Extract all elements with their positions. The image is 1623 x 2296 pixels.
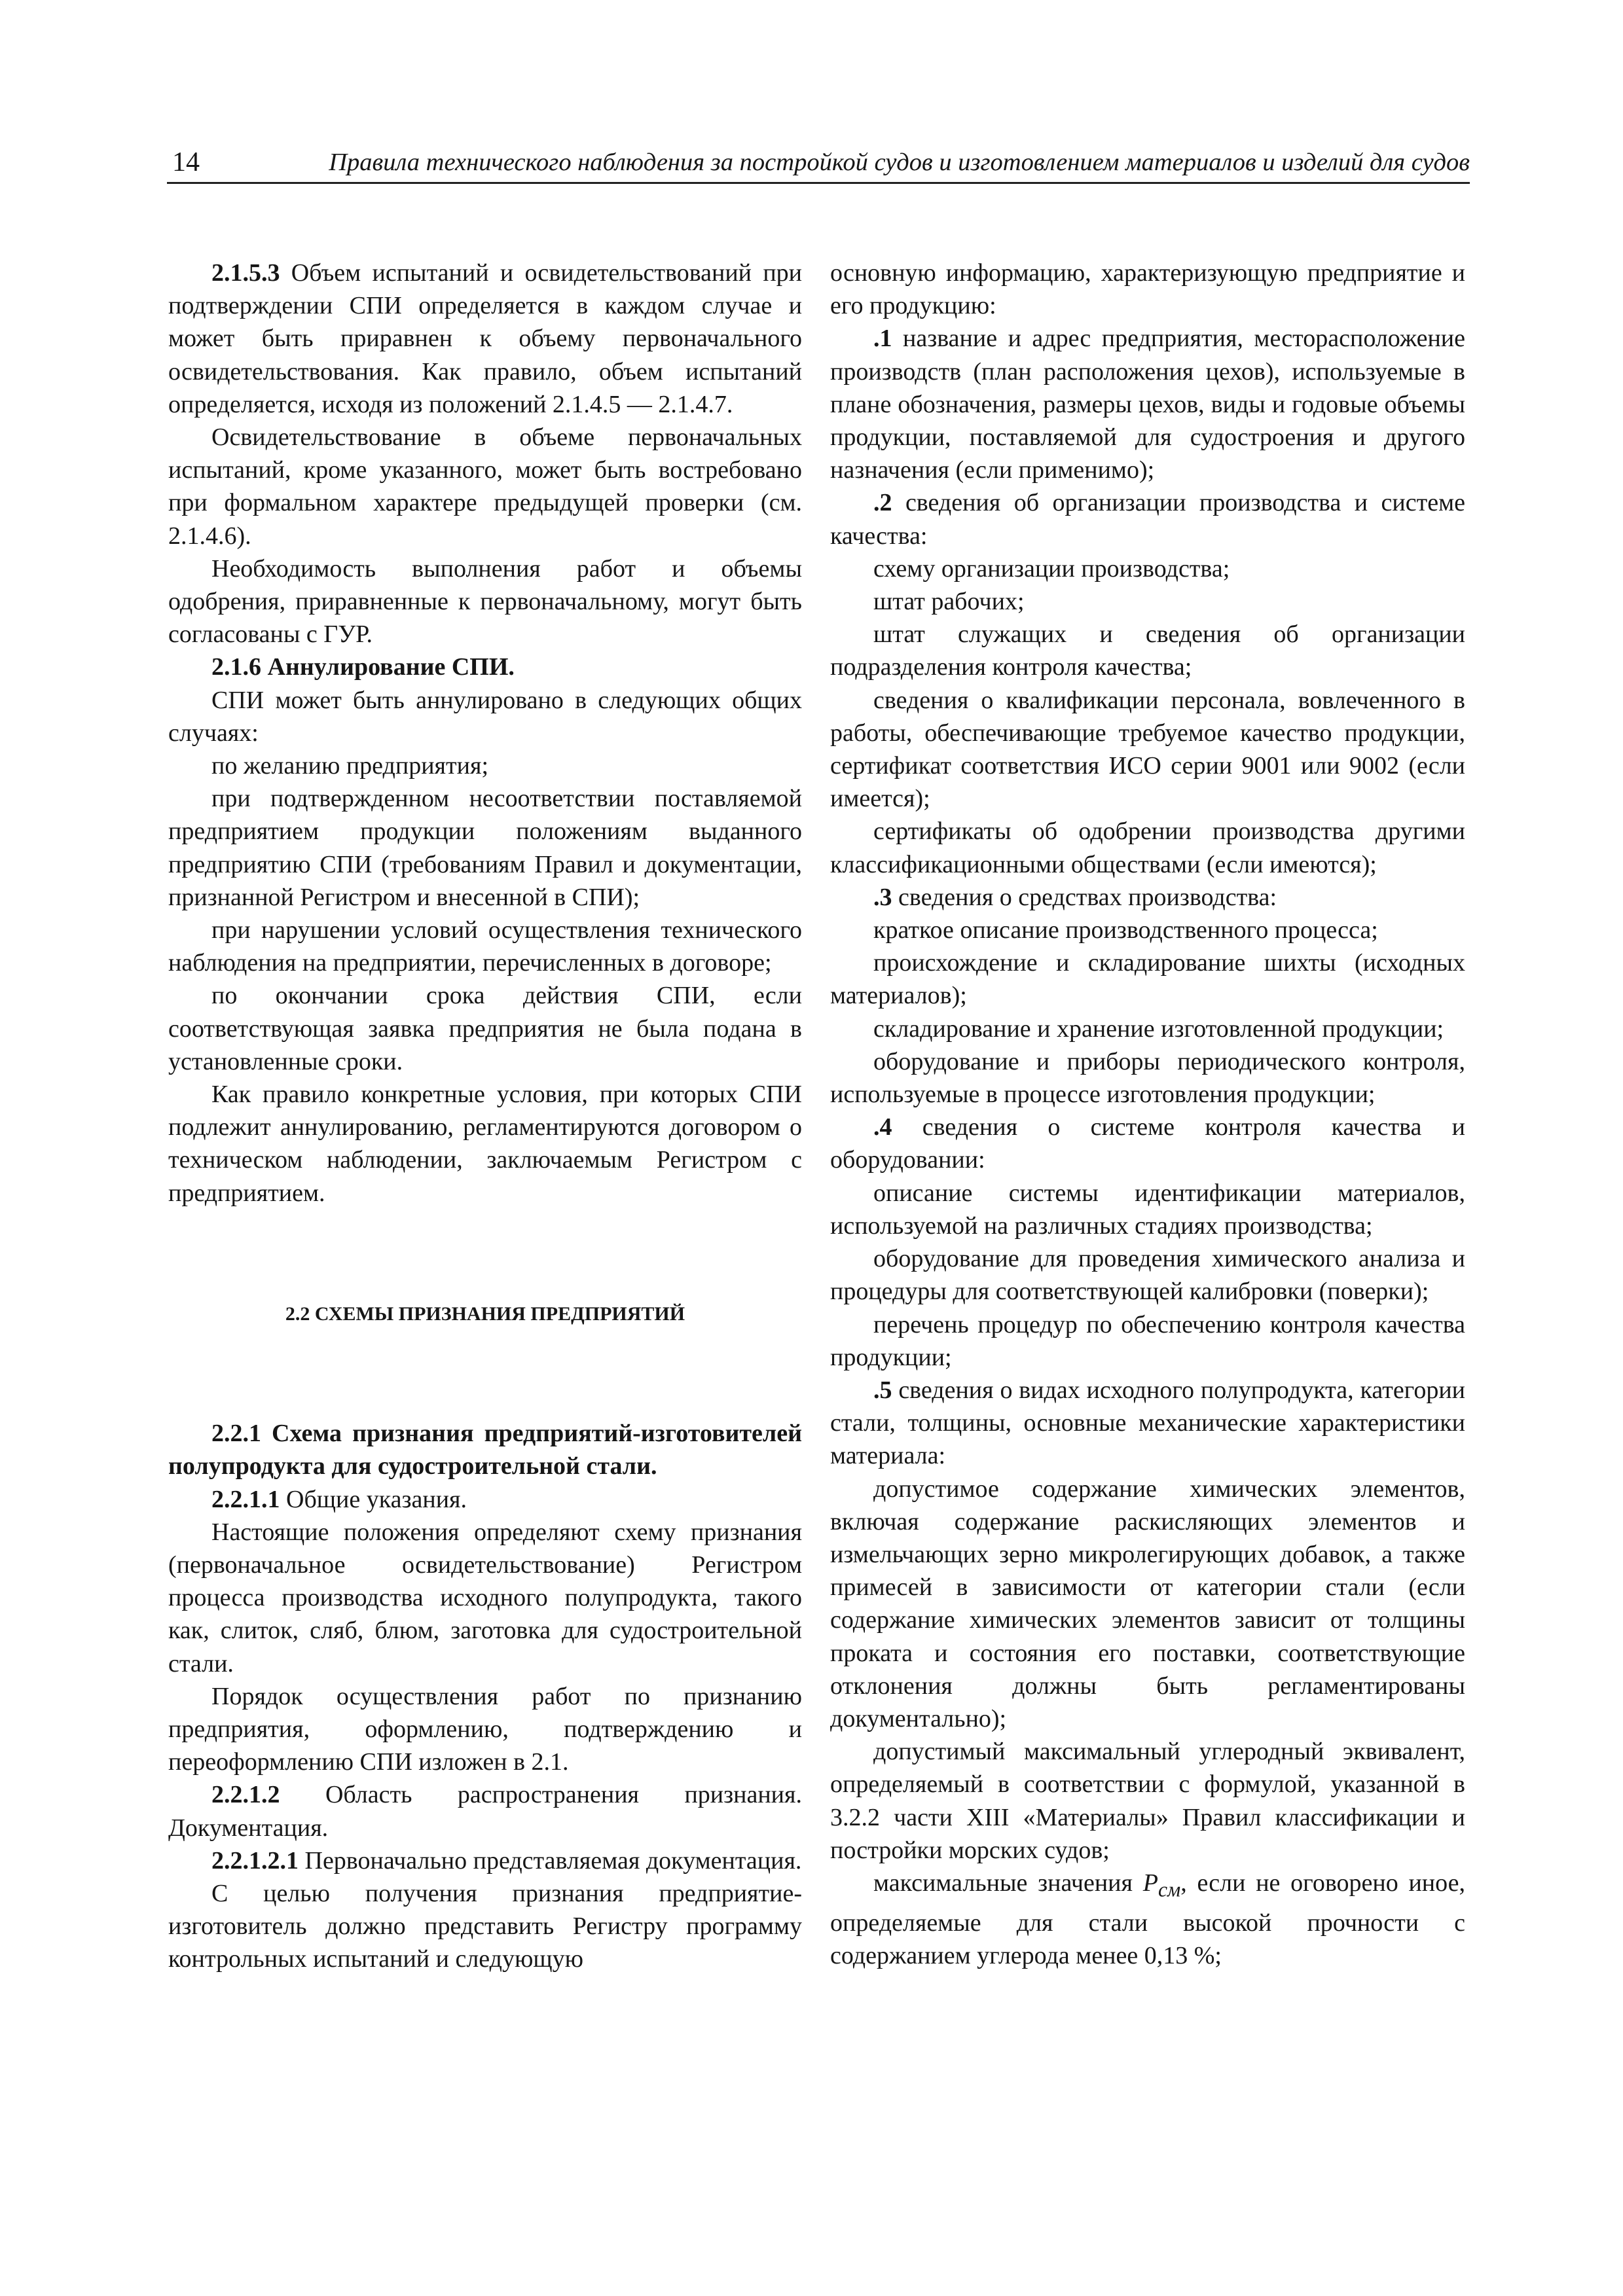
paragraph <box>830 1867 1465 1972</box>
paragraph: оборудование и приборы периодического контроля, используемые в процессе изготовления продукции; <box>830 1047 1465 1109</box>
paragraph <box>168 257 802 421</box>
paragraph: Порядок осуществления работ по признанию предприятия, оформлению, подтверждению и переоформлению СПИ изложен в 2.1. <box>168 1682 802 1776</box>
paragraph-text: сведения о средствах производства: <box>892 883 1277 911</box>
paragraph-text: максимальные значения <box>873 1869 1143 1897</box>
clause-heading: 2.2.1 Схема признания предприятий-изготовителей полупродукта для судостроительной стали. <box>168 1420 802 1480</box>
item-number: .1 <box>873 325 892 353</box>
paragraph: Освидетельствование в объеме первоначальных испытаний, кроме указанного, может быть востребовано при формальном характере предыдущей проверки (см. 2.1.4.6). <box>168 423 802 550</box>
list-item <box>830 1111 1465 1176</box>
paragraph: при подтвержденном несоответствии поставляемой предприятием продукции положениям выданного предприятию СПИ (требованиям Правил и документации, признанной Регистром и внесенной в СПИ); <box>168 785 802 911</box>
item-number: .2 <box>873 489 892 517</box>
paragraph: описание системы идентификации материалов, используемой на различных стадиях производства; <box>830 1179 1465 1240</box>
list-item <box>830 486 1465 552</box>
list-item <box>830 881 1465 914</box>
paragraph-text: сведения о видах исходного полупродукта, категории стали, толщины, основные механические характеристики материала: <box>830 1376 1465 1470</box>
running-title: Правила технического наблюдения за постройкой судов и изготовлением материалов и изделий для судов <box>329 149 1470 176</box>
paragraph: перечень процедур по обеспечению контроля качества продукции; <box>830 1310 1465 1371</box>
paragraph: по окончании срока действия СПИ, если соответствующая заявка предприятия не была подана в установленные сроки. <box>168 982 802 1075</box>
formula-symbol: P <box>1142 1869 1158 1897</box>
paragraph-text: Общие указания. <box>280 1485 467 1513</box>
paragraph-text: , если не оговорено иное, определяемые для стали высокой прочности с содержанием углерода менее 0,13 %; <box>830 1869 1465 1969</box>
paragraph: складирование и хранение изготовленной продукции; <box>873 1014 1444 1043</box>
clause-number: 2.2.1.1 <box>211 1485 280 1513</box>
paragraph-text: сведения о системе контроля качества и оборудовании: <box>830 1113 1465 1174</box>
clause-number: 2.1.5.3 <box>211 259 280 287</box>
paragraph: происхождение и складирование шихты (исходных материалов); <box>830 949 1465 1010</box>
paragraph: Настоящие положения определяют схему признания (первоначальное освидетельствование) Регистром процесса производства исходного полупродукта, такого как, слиток, сляб, блюм, заготовка для судостроительной стали. <box>168 1518 802 1677</box>
paragraph: штат служащих и сведения об организации подразделения контроля качества; <box>830 620 1465 681</box>
paragraph: допустимое содержание химических элементов, включая содержание раскисляющих элементов и измельчающих зерно микролегирующих добавок, а также примесей в зависимости от категории стали (если содержание химических элементов зависит от толщины проката и состояния его поставки, соответствующие отклонения должны быть регламентированы документально); <box>830 1475 1465 1732</box>
paragraph: схему организации производства; <box>873 554 1230 583</box>
paragraph: Необходимость выполнения работ и объемы одобрения, приравненные к первоначальному, могут быть согласованы с ГУР. <box>168 554 802 649</box>
item-number: .5 <box>873 1376 892 1404</box>
page-number: 14 <box>172 147 200 177</box>
paragraph: при нарушении условий осуществления технического наблюдения на предприятии, перечисленных в договоре; <box>168 916 802 977</box>
left-column <box>168 257 802 1976</box>
paragraph: допустимый максимальный углеродный эквивалент, определяемый в соответствии с формулой, указанной в 3.2.2 части XIII «Материалы» Правил классификации и постройки морских судов; <box>830 1738 1465 1864</box>
paragraph <box>168 1778 802 1844</box>
paragraph: СПИ может быть аннулировано в следующих общих случаях: <box>168 686 802 747</box>
formula-subscript: см <box>1158 1878 1181 1901</box>
paragraph-text: Первоначально представляемая документация. <box>299 1846 802 1874</box>
paragraph: оборудование для проведения химического анализа и процедуры для соответствующей калибровки (поверки); <box>830 1245 1465 1306</box>
section-title: 2.2 СХЕМЫ ПРИЗНАНИЯ ПРЕДПРИЯТИЙ <box>285 1302 685 1325</box>
item-number: .4 <box>873 1113 892 1141</box>
item-number: .3 <box>873 883 892 911</box>
paragraph: штат рабочих; <box>873 588 1025 616</box>
paragraph: краткое описание производственного процесса; <box>873 916 1378 944</box>
clause-number: 2.2.1.2.1 <box>211 1846 299 1874</box>
clause-number: 2.2.1.2 <box>211 1781 280 1809</box>
paragraph: сертификаты об одобрении производства другими классификационными обществами (если имеются); <box>830 817 1465 878</box>
paragraph <box>168 1844 802 1877</box>
right-column <box>830 257 1465 1972</box>
paragraph: С целью получения признания предприятие-изготовитель должно представить Регистру программу контрольных испытаний и следующую <box>168 1879 802 1973</box>
paragraph: Как правило конкретные условия, при которых СПИ подлежит аннулированию, регламентируются договором о техническом наблюдении, заключаемым Регистром с предприятием. <box>168 1081 802 1207</box>
paragraph-text: Область распространения признания. Документация. <box>168 1781 802 1842</box>
list-item <box>830 322 1465 486</box>
paragraph: по желанию предприятия; <box>211 752 489 780</box>
list-item <box>830 1374 1465 1473</box>
paragraph: основную информацию, характеризующую предприятие и его продукцию: <box>830 259 1465 320</box>
page-header <box>167 145 1470 184</box>
paragraph-text: название и адрес предприятия, месторасположение производств (план расположения цехов), используемые в плане обозначения, размеры цехов, виды и годовые объемы продукции, поставляемой для судостроения и другого назначения (если применимо); <box>830 325 1465 484</box>
clause-heading: 2.1.6 Аннулирование СПИ. <box>211 653 515 681</box>
paragraph: сведения о квалификации персонала, вовлеченного в работы, обеспечивающие требуемое качество продукции, сертификат соответствия ИСО серии 9001 или 9002 (если имеется); <box>830 686 1465 813</box>
paragraph <box>168 1483 802 1516</box>
paragraph-text: Объем испытаний и освидетельствований при подтверждении СПИ определяется в каждом случае и может быть приравнен к объему первоначального освидетельствования. Как правило, объем испытаний определяется, исходя из положений 2.1.4.5 — 2.1.4.7. <box>168 259 802 418</box>
paragraph-text: сведения об организации производства и системе качества: <box>830 489 1465 550</box>
